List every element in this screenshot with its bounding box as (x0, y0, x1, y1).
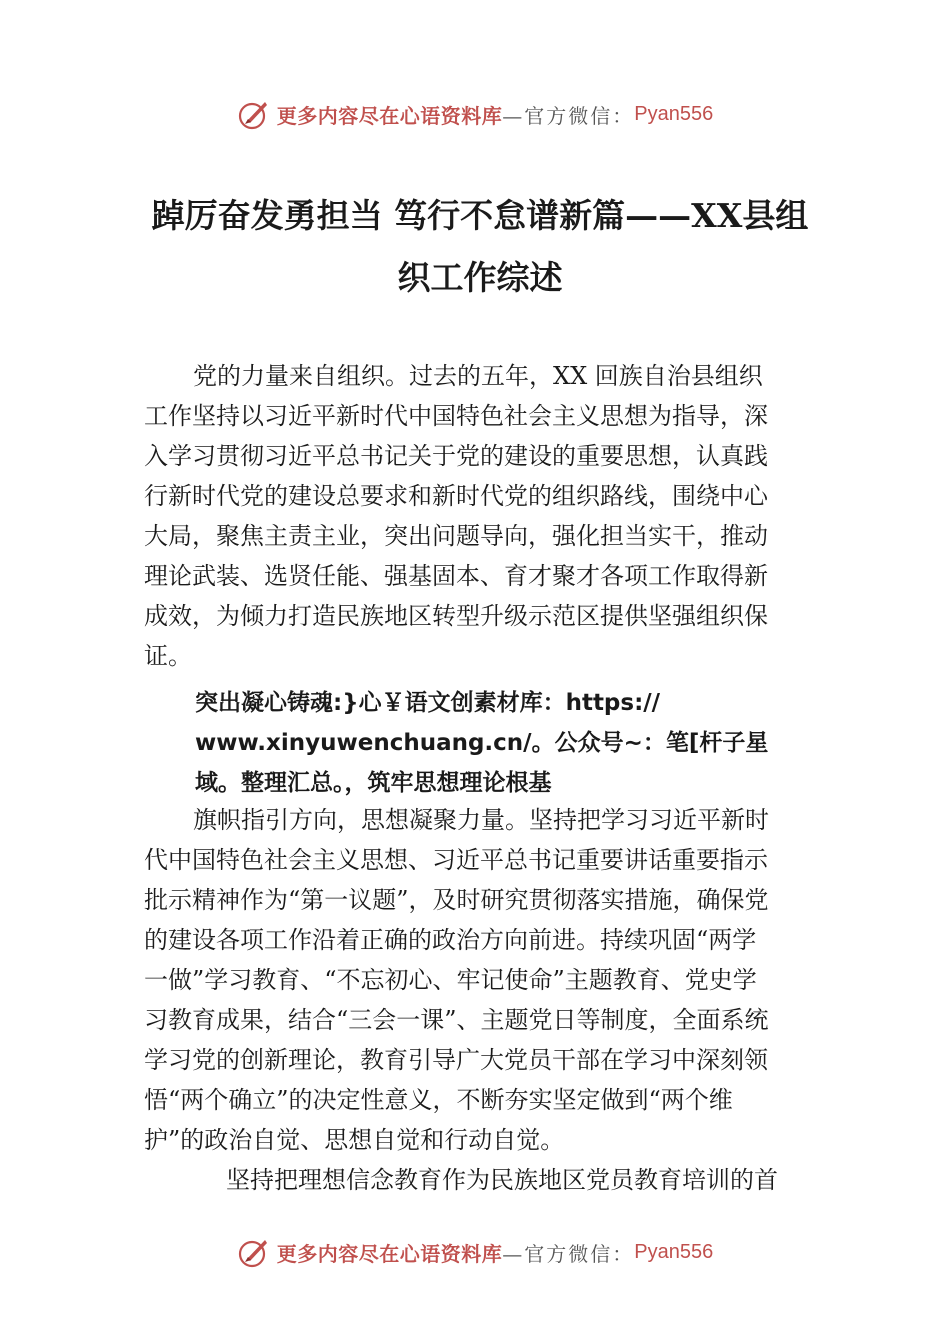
banner-wechat-id: Pyan556 (634, 1240, 714, 1263)
body-line: 批示精神作为“第一议题”，及时研究贯彻落实措施，确保党 (144, 886, 769, 914)
body-line: 一做”学习教育、“不忘初心、牢记使命”主题教育、党史学 (144, 966, 757, 994)
body-line: 工作坚持以习近平新时代中国特色社会主义思想为指导，深 (144, 402, 768, 430)
quill-logo-icon (237, 97, 271, 131)
body-line: 入学习贯彻习近平总书记关于党的建设的重要思想，认真践 (144, 442, 768, 470)
document-title: 踔厉奋发勇担当 笃行不怠谱新篇——XX县组织工作综述 (151, 196, 809, 297)
body-line: 大局，聚焦主责主业，突出问题导向，强化担当实干，推动 (144, 522, 768, 550)
quill-logo-icon (237, 1235, 271, 1269)
body-line: 旗帜指引方向，思想凝聚力量。坚持把学习习近平新时 (193, 806, 769, 834)
body-line: 证。 (144, 642, 192, 670)
body-line: 悟“两个确立”的决定性意义，不断夯实坚定做到“两个维 (144, 1086, 733, 1114)
body-line: 护”的政治自觉、思想自觉和行动自觉。 (144, 1126, 565, 1154)
banner-wechat-label: —官方微信： (502, 1241, 635, 1266)
footer-banner (0, 1232, 950, 1272)
body-line: 成效，为倾力打造民族地区转型升级示范区提供坚强组织保 (144, 602, 768, 630)
banner-wechat-label: —官方微信： (502, 103, 635, 128)
body-line: 坚持把理想信念教育作为民族地区党员教育培训的首 (226, 1166, 778, 1194)
section-heading-line: 突出凝心铸魂:}心￥语文创素材库：https:// (195, 690, 661, 716)
body-line: 代中国特色社会主义思想、习近平总书记重要讲话重要指示 (144, 846, 768, 874)
section-heading-line: www.xinyuwenchuang.cn/。公众号~：笔[杆子星 (195, 730, 769, 756)
body-line: 习教育成果，结合“三会一课”、主题党日等制度，全面系统 (144, 1006, 769, 1034)
body-line: 学习党的创新理论，教育引导广大党员干部在学习中深刻领 (144, 1046, 768, 1074)
banner-slogan: 更多内容尽在心语资料库 (276, 103, 503, 128)
body-line: 理论武装、选贤任能、强基固本、育才聚才各项工作取得新 (144, 562, 768, 590)
body-line: 行新时代党的建设总要求和新时代党的组织路线，围绕中心 (144, 482, 768, 510)
section-heading-line: 域。整理汇总。，筑牢思想理论根基 (195, 770, 552, 796)
banner-slogan: 更多内容尽在心语资料库 (276, 1241, 503, 1266)
banner-wechat-id: Pyan556 (634, 102, 714, 125)
header-banner (0, 94, 950, 134)
body-line: 党的力量来自组织。过去的五年，XX 回族自治县组织 (193, 362, 763, 390)
body-line: 的建设各项工作沿着正确的政治方向前进。持续巩固“两学 (144, 926, 757, 954)
